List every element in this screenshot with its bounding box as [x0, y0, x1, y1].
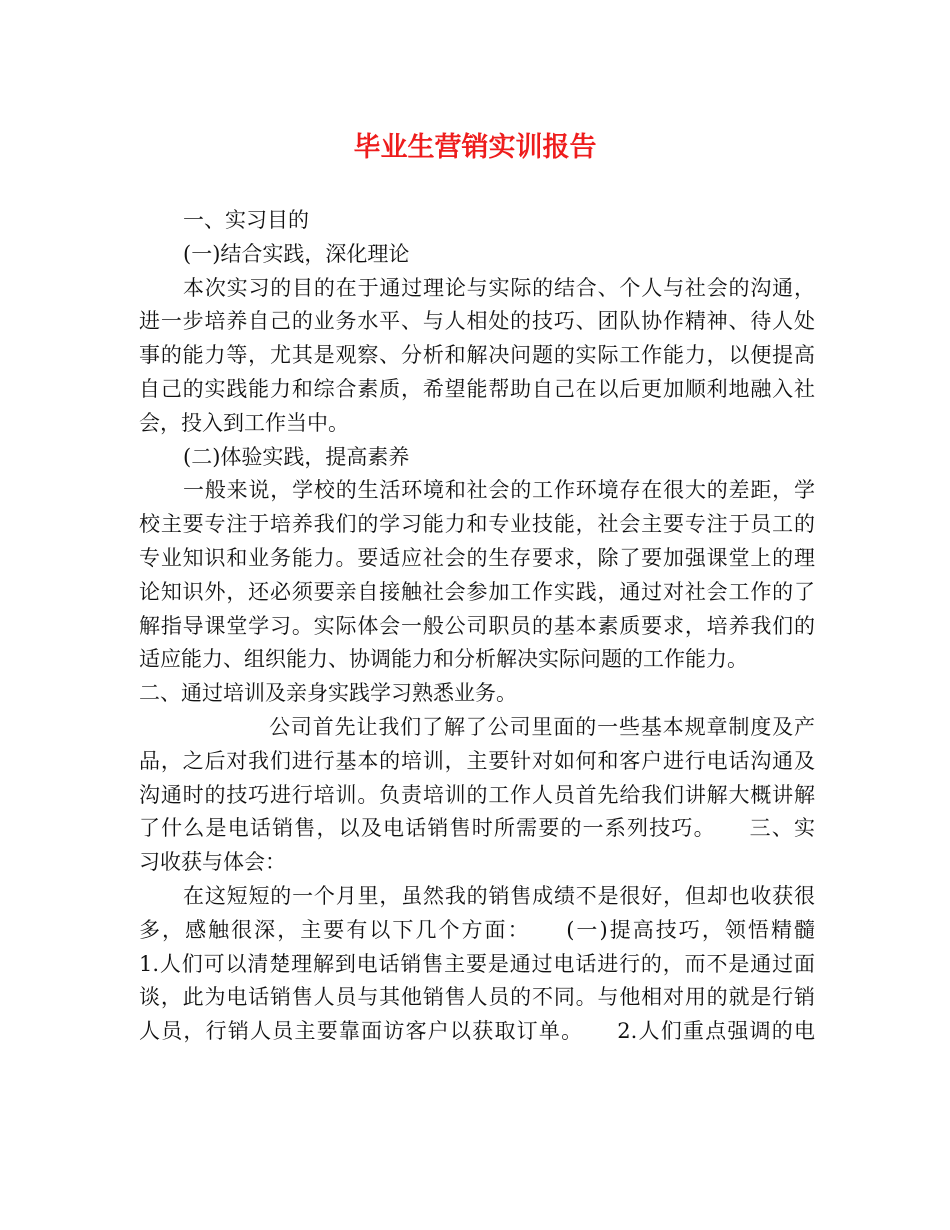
paragraph-line: 在这短短的一个月里，虽然我的销售成绩不是很好，但却也收获很: [183, 883, 815, 908]
subsection-heading: (二)体验实践，提高素养: [183, 444, 410, 469]
paragraph-line: 公司首先让我们了解了公司里面的一些基本规章制度及产: [269, 714, 815, 739]
section-heading: 二、通过培训及亲身实践学习熟悉业务。: [139, 681, 517, 706]
paragraph-line: 事的能力等，尤其是观察、分析和解决问题的实际工作能力，以便提高: [139, 343, 815, 368]
paragraph-line: 多，感触很深，主要有以下几个方面： (一)提高技巧，领悟精髓: [139, 917, 815, 942]
paragraph-line: 适应能力、组织能力、协调能力和分析解决实际问题的工作能力。: [139, 647, 748, 672]
paragraph-line: 了什么是电话销售，以及电话销售时所需要的一系列技巧。 三、实: [139, 816, 815, 841]
paragraph-line: 专业知识和业务能力。要适应社会的生存要求，除了要加强课堂上的理: [139, 545, 815, 570]
paragraph-line: 品，之后对我们进行基本的培训，主要针对如何和客户进行电话沟通及: [139, 748, 815, 773]
paragraph-line: 沟通时的技巧进行培训。负责培训的工作人员首先给我们讲解大概讲解: [139, 782, 815, 807]
paragraph-line: 1.人们可以清楚理解到电话销售主要是通过电话进行的，而不是通过面: [139, 951, 815, 976]
subsection-heading: (一)结合实践，深化理论: [183, 241, 410, 266]
paragraph-line: 校主要专注于培养我们的学习能力和专业技能，社会主要专注于员工的: [139, 512, 815, 537]
paragraph-line: 一般来说，学校的生活环境和社会的工作环境存在很大的差距，学: [183, 478, 815, 503]
paragraph-line: 习收获与体会：: [139, 850, 286, 875]
paragraph-line: 论知识外，还必须要亲自接触社会参加工作实践，通过对社会工作的了: [139, 579, 815, 604]
paragraph-line: 人员，行销人员主要靠面访客户以获取订单。 2.人们重点强调的电: [139, 1019, 815, 1044]
paragraph-line: 进一步培养自己的业务水平、与人相处的技巧、团队协作精神、待人处: [139, 309, 815, 334]
paragraph-line: 自己的实践能力和综合素质，希望能帮助自己在以后更加顺利地融入社: [139, 376, 815, 401]
paragraph-line: 会，投入到工作当中。: [139, 410, 349, 435]
paragraph-line: 本次实习的目的在于通过理论与实际的结合、个人与社会的沟通，: [183, 275, 815, 300]
document-body: [139, 204, 815, 1049]
paragraph-line: 解指导课堂学习。实际体会一般公司职员的基本素质要求，培养我们的: [139, 613, 815, 638]
section-heading: 一、实习目的: [183, 208, 309, 232]
paragraph-line: 谈，此为电话销售人员与其他销售人员的不同。与他相对用的就是行销: [139, 985, 815, 1010]
document-title: 毕业生营销实训报告: [353, 132, 597, 163]
